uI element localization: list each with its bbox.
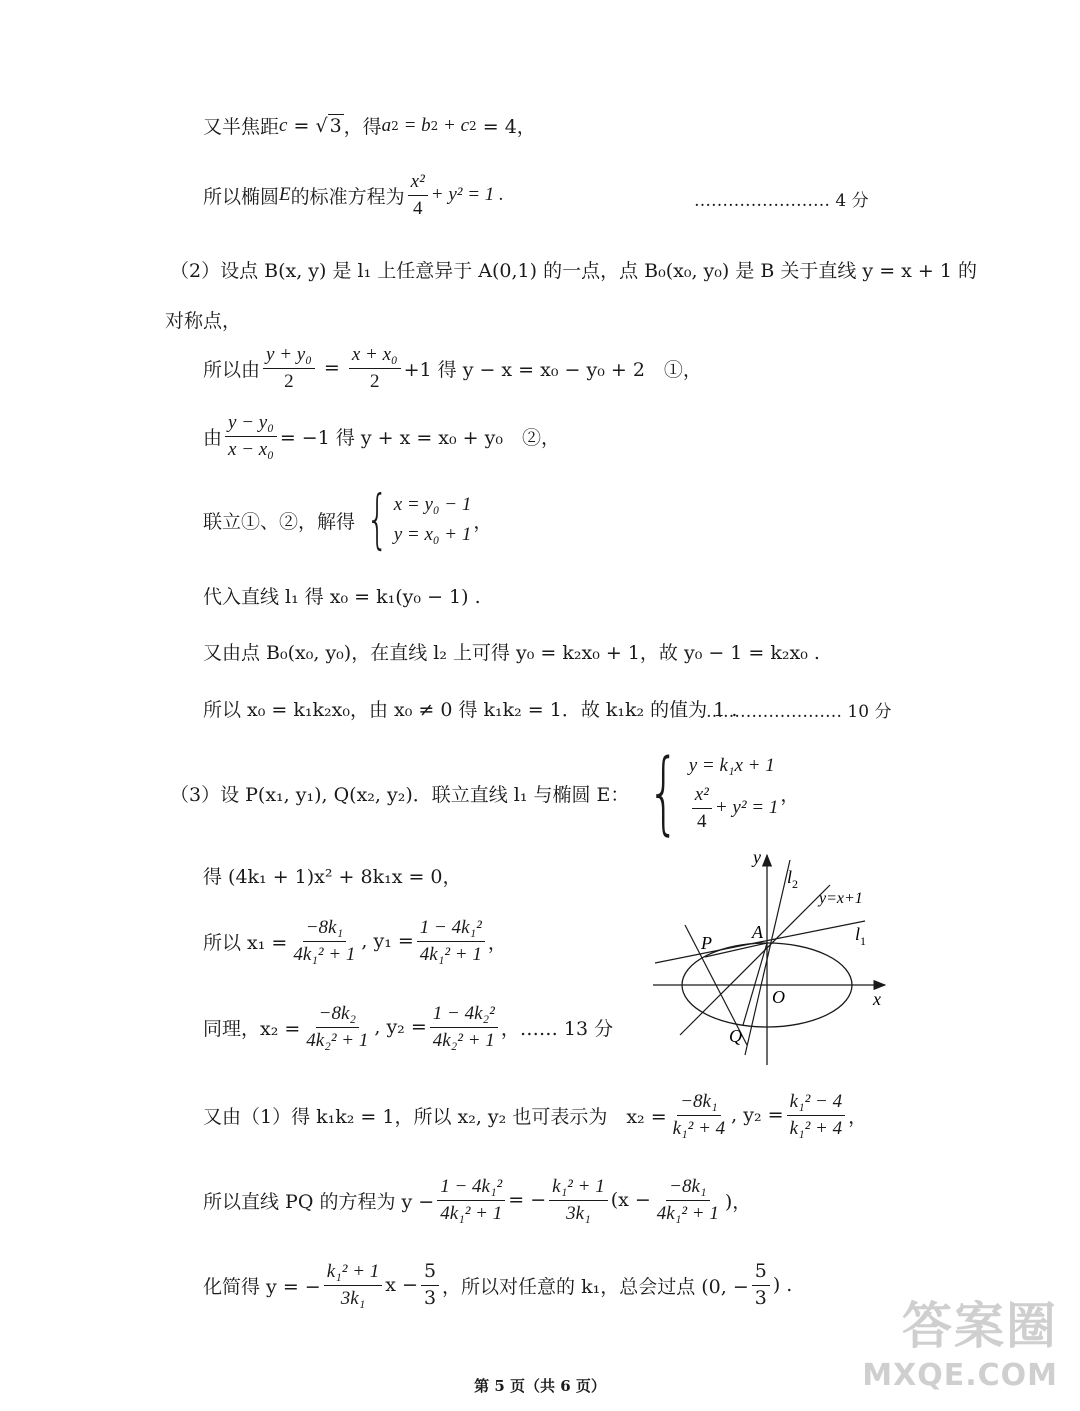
label-P: P (701, 933, 712, 953)
equation-system: { y = k₁x + 1 $\frac{\text{x²}}{4}$ + y² = 1 (648, 740, 779, 845)
part2-eq1: 所以由 $\frac{\text{y + y₀}}{2}$ = $\frac{\text{x + x₀}}{2}$ +1 得 y − x = x₀ − y₀ + 2 ①， (203, 344, 702, 392)
fraction: $\frac{5}{3}$ (752, 1262, 770, 1309)
part3-intro: （3）设 P(x₁, y₁), Q(x₂, y₂)．联立直线 l₁ 与椭圆 E： { y = k₁x + 1 $\frac{\text{x²}}{4}$ + y² = 1 ， (170, 740, 800, 845)
fraction: $\frac{\text{y + y₀}}{2}$ (263, 345, 315, 392)
sqrt-3: √ 3 (315, 115, 342, 137)
part2-system: 联立①、②，解得 { x = y₀ − 1 y = x₀ + 1 ， (203, 483, 493, 557)
part2-eq2: 由 $\frac{\text{y − y₀}}{\text{x − x₀}}$ = −1 得 y + x = x₀ + y₀ ②， (203, 412, 560, 460)
part2-sub: 代入直线 l₁ 得 x₀ = k₁(y₀ − 1) . (203, 586, 481, 608)
part3-x1y1: 所以 x₁ = $\frac{\text{−8k₁}}{\text{4k₁² + 1}}$ , y₁ = $\frac{\text{1 − 4k₁²}}{\text{4k₁² + 1}}$ ， (203, 917, 507, 965)
watermark-logo: 答案圈 MXQE.COM (862, 1297, 1058, 1393)
part1-line1: 又半焦距 c = √ 3 ，得 a 2 = b 2 + c 2 = 4， (203, 112, 536, 139)
part3-x2y2: 同理，x₂ = $\frac{\text{−8k₂}}{\text{4k₂² + 1}}$ , y₂ = $\frac{\text{1 − 4k₂²}}{\text{4k₂² + 1}}$ ，…… 13 分 (203, 1003, 614, 1051)
label-x: x (873, 989, 881, 1009)
part2-intro2: 对称点， (165, 310, 242, 332)
part2-conclusion: 所以 x₀ = k₁k₂x₀，由 x₀ ≠ 0 得 k₁k₂ = 1．故 k₁k₂ 的值为 1 . (203, 699, 738, 721)
var-c: c (279, 114, 288, 136)
fraction: $\frac{\text{−8k₁}}{\text{k₁² + 4}}$ (672, 1091, 726, 1139)
label-A: A (752, 922, 763, 942)
label-l1: $l_1$ (855, 924, 867, 948)
part1-text: 又半焦距 (203, 116, 280, 138)
fraction: $\frac{\text{y − y₀}}{\text{x − x₀}}$ (225, 413, 277, 460)
label-y: y (753, 847, 761, 867)
fraction: $\frac{\text{−8k₂}}{\text{4k₂² + 1}}$ (306, 1003, 369, 1051)
fraction: $\frac{\text{x + x₀}}{2}$ (349, 345, 401, 392)
fraction: $\frac{5}{3}$ (421, 1262, 439, 1309)
part3-quad: 得 (4k₁ + 1)x² + 8k₁x = 0， (203, 866, 462, 888)
label-y-x-1: y=x+1 (819, 890, 863, 907)
fraction: $\frac{\text{k₁² − 4}}{\text{k₁² + 4}}$ (787, 1092, 846, 1139)
fraction: $\frac{\text{1 − 4k₁²}}{\text{4k₁² + 1}}$ (437, 1177, 505, 1224)
equation-system: { x = y₀ − 1 y = x₀ + 1 (366, 483, 472, 557)
fraction: $\frac{\text{−8k₁}}{\text{4k₁² + 1}}$ (293, 917, 356, 965)
part3-alt: 又由（1）得 k₁k₂ = 1，所以 x₂, y₂ 也可表示为 x₂ = $\frac{\text{−8k₁}}{\text{k₁² + 4}}$ , y₂ = $\frac{\text{k₁² − 4}}{\text{k₁² + 4}}$ ， (203, 1091, 868, 1139)
label-Q: Q (729, 1026, 742, 1046)
fraction: $\frac{\text{x²}}{4}$ (408, 172, 428, 219)
fraction: $\frac{\text{−8k₁}}{\text{4k₁² + 1}}$ (656, 1176, 719, 1224)
part1-line2: 所以椭圆 E 的标准方程为 $\frac{\text{x²}}{4}$ + y² = 1 . (203, 171, 504, 219)
part2-b0: 又由点 B₀(x₀, y₀)，在直线 l₂ 上可得 y₀ = k₂x₀ + 1，故 y₀ − 1 = k₂x₀ . (203, 642, 820, 664)
part2-intro: （2）设点 B(x, y) 是 l₁ 上任意异于 A(0,1) 的一点，点 B₀(x₀, y₀) 是 B 关于直线 y = x + 1 的 (170, 260, 978, 282)
label-O: O (772, 987, 785, 1007)
fraction: $\frac{\text{k₁² + 1}}{\text{3k₁}}$ (324, 1262, 383, 1309)
part3-pq: 所以直线 PQ 的方程为 y − $\frac{\text{1 − 4k₁²}}{\text{4k₁² + 1}}$ = − $\frac{\text{k₁² + 1}}{\text{3k₁}}$ (x − $\frac{\text{−8k₁}}{\text{4k₁² + 1}}$ )， (203, 1176, 752, 1224)
fraction: $\frac{\text{1 − 4k₁²}}{\text{4k₁² + 1}}$ (417, 918, 485, 965)
ellipse-figure (645, 845, 895, 1075)
score-4: …………………… 4 分 (694, 191, 869, 211)
fraction: $\frac{\text{k₁² + 1}}{\text{3k₁}}$ (549, 1177, 608, 1224)
fraction: $\frac{\text{1 − 4k₂²}}{\text{4k₂² + 1}}$ (430, 1004, 498, 1051)
label-l2: $l_2$ (787, 867, 799, 891)
page-footer: 第 5 页（共 6 页） (474, 1377, 606, 1395)
part3-simplified: 化简得 y = − $\frac{\text{k₁² + 1}}{\text{3k₁}}$ x − $\frac{5}{3}$ ，所以对任意的 k₁，总会过点 (0, − $\frac{5}{3}$ ) . (203, 1260, 793, 1309)
score-10: …………………… 10 分 (706, 702, 892, 722)
